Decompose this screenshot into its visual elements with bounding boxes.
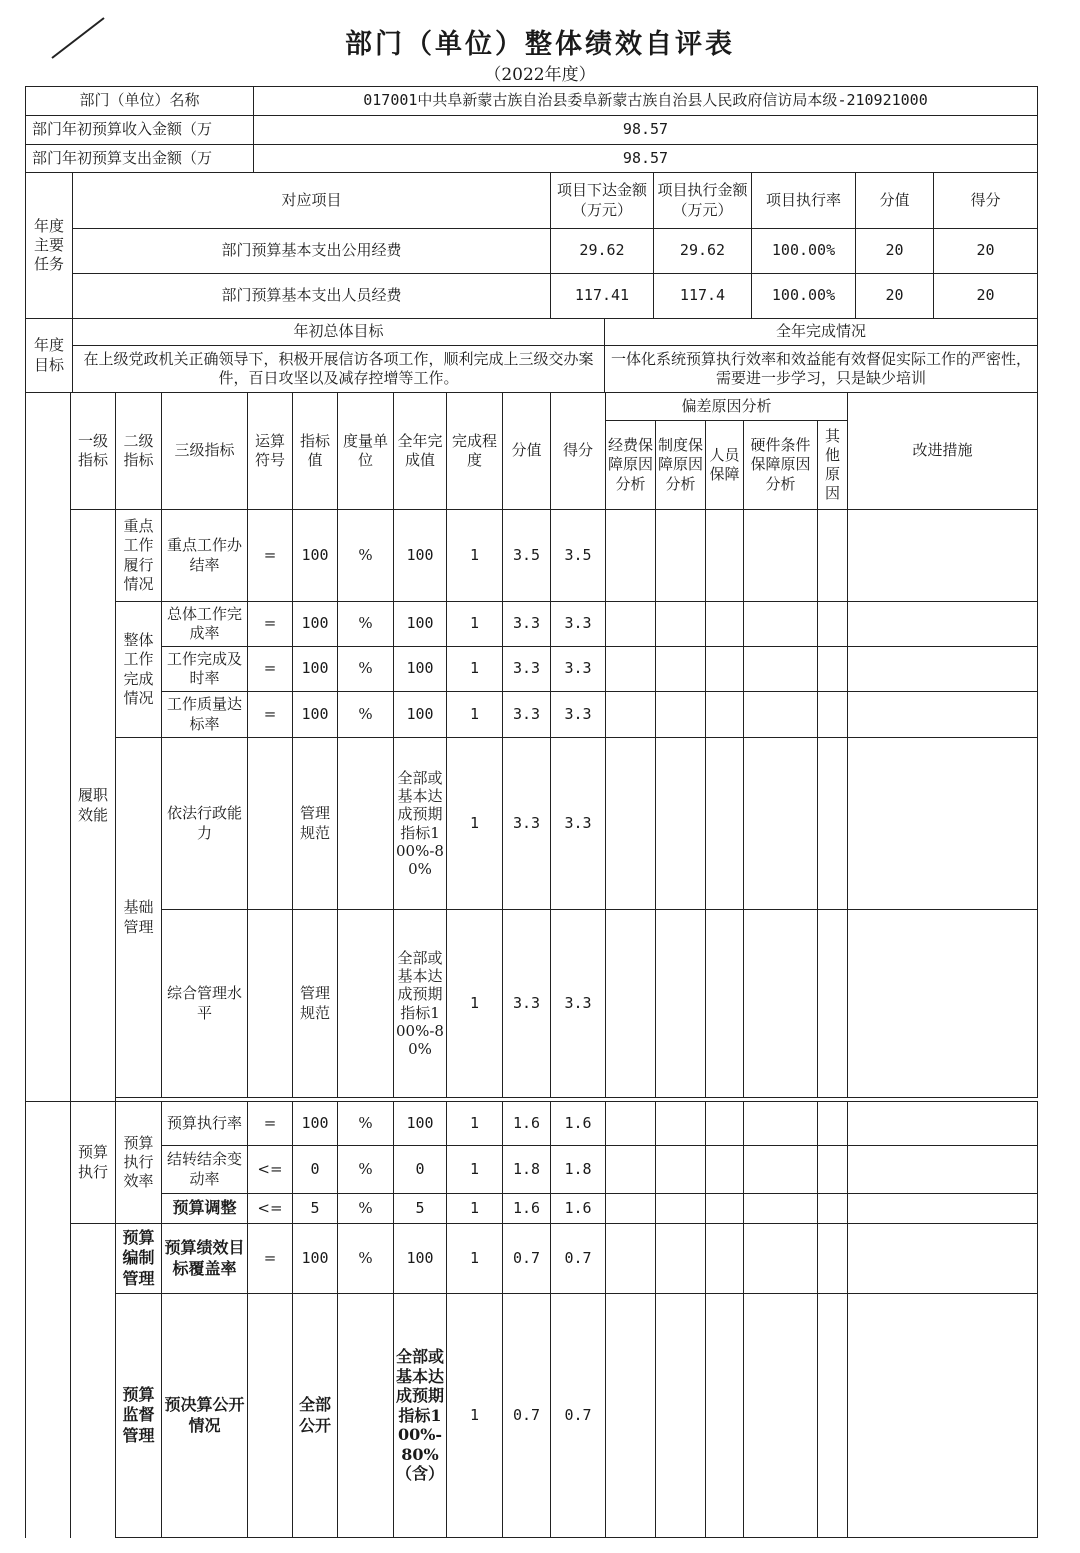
l3-name: 工作质量达标率 [162,692,248,738]
actual: 100 [394,692,447,738]
task-got: 20 [934,229,1038,274]
annual-goals-table [25,318,1038,393]
score: 3.3 [503,647,551,692]
page-year: （2022年度） [484,65,596,85]
actual: 100 [394,1224,447,1294]
tasks-header-project: 对应项目 [73,173,551,229]
degree: 1 [447,1224,503,1294]
score: 0.7 [503,1294,551,1538]
table-row [26,229,1038,274]
actual: 100 [394,602,447,647]
page-title: 部门（单位）整体绩效自评表 [345,29,735,60]
task-rate: 100.00% [752,229,856,274]
header-got: 得分 [551,393,606,510]
got: 3.3 [551,692,606,738]
indicators-table [25,392,1038,1538]
unit: % [338,1224,394,1294]
task-name: 部门预算基本支出公用经费 [73,229,551,274]
actual: 100 [394,647,447,692]
target: 100 [293,510,338,602]
goals-section-label: 年度目标 [26,319,73,393]
header-target: 指标值 [293,393,338,510]
l3-name: 依法行政能力 [162,738,248,910]
got: 0.7 [551,1294,606,1538]
got: 3.3 [551,910,606,1098]
degree: 1 [447,1146,503,1194]
task-score: 20 [856,229,934,274]
unit: % [338,692,394,738]
target: 5 [293,1194,338,1224]
task-name: 部门预算基本支出人员经费 [73,274,551,319]
op [248,910,293,1098]
header-unit: 度量单位 [338,393,394,510]
header-dev-funding: 经费保障原因分析 [606,421,656,510]
annual-tasks-table [25,172,1038,319]
table-row [26,738,1038,910]
table-row [26,692,1038,738]
unit [338,910,394,1098]
unit-name-value: 017001中共阜新蒙古族自治县委阜新蒙古族自治县人民政府信访局本级-210921000 [254,87,1038,116]
completion-label: 全年完成情况 [605,319,1038,346]
task-rate: 100.00% [752,274,856,319]
l3-name: 预决算公开情况 [162,1294,248,1538]
l3-name: 综合管理水平 [162,910,248,1098]
l3-name: 总体工作完成率 [162,602,248,647]
got: 3.3 [551,738,606,910]
initial-goal-text: 在上级党政机关正确领导下，积极开展信访各项工作，顺利完成上三级交办案件，百日攻坚以及减存控增等工作。 [73,346,605,393]
degree: 1 [447,738,503,910]
expense-label: 部门年初预算支出金额（万 [26,145,254,173]
degree: 1 [447,510,503,602]
actual: 0 [394,1146,447,1194]
score: 1.8 [503,1146,551,1194]
unit: % [338,647,394,692]
l1-group-performance: 履职效能 [71,510,116,1102]
table-row [26,274,1038,319]
table-row [26,1294,1038,1538]
tasks-header-allocated: 项目下达金额（万元） [551,173,654,229]
op: = [248,510,293,602]
op: <= [248,1194,293,1224]
unit: % [338,1146,394,1194]
target: 全部公开 [293,1294,338,1538]
degree: 1 [447,602,503,647]
l3-name: 预算调整 [162,1194,248,1224]
tasks-header-score: 分值 [856,173,934,229]
unit-info-table [25,86,1038,173]
actual: 100 [394,510,447,602]
header-dev-staff: 人员保障 [706,421,744,510]
degree: 1 [447,1194,503,1224]
score: 3.3 [503,602,551,647]
header-actual: 全年完成值 [394,393,447,510]
actual: 全部或基本达成预期指标100%-80% [394,738,447,910]
target: 100 [293,1102,338,1146]
score: 3.3 [503,738,551,910]
actual: 100 [394,1102,447,1146]
header-l1: 一级指标 [71,393,116,510]
l3-name: 结转结余变动率 [162,1146,248,1194]
task-executed: 117.4 [654,274,752,319]
score: 1.6 [503,1194,551,1224]
target: 100 [293,602,338,647]
header-l2: 二级指标 [116,393,162,510]
income-label: 部门年初预算收入金额（万 [26,116,254,145]
l3-name: 工作完成及时率 [162,647,248,692]
l2-group: 预算编制管理 [116,1224,162,1294]
got: 0.7 [551,1224,606,1294]
unit [338,738,394,910]
op: = [248,1224,293,1294]
target: 管理规范 [293,738,338,910]
income-value: 98.57 [254,116,1038,145]
got: 3.3 [551,602,606,647]
got: 1.6 [551,1194,606,1224]
op: = [248,692,293,738]
got: 1.8 [551,1146,606,1194]
header-deviation: 偏差原因分析 [606,393,848,421]
task-got: 20 [934,274,1038,319]
tasks-section-label: 年度主要任务 [26,173,73,319]
table-row [26,1102,1038,1146]
header-score: 分值 [503,393,551,510]
header-degree: 完成程度 [447,393,503,510]
l2-group: 重点工作履行情况 [116,510,162,602]
got: 3.3 [551,647,606,692]
score: 3.5 [503,510,551,602]
degree: 1 [447,692,503,738]
tasks-header-executed: 项目执行金额（万元） [654,173,752,229]
op: = [248,1102,293,1146]
l3-name: 预算绩效目标覆盖率 [162,1224,248,1294]
target: 100 [293,647,338,692]
table-row [26,1146,1038,1194]
unit: % [338,1102,394,1146]
op: = [248,647,293,692]
header-improve: 改进措施 [848,393,1038,510]
target: 100 [293,1224,338,1294]
target: 100 [293,692,338,738]
degree: 1 [447,1294,503,1538]
task-score: 20 [856,274,934,319]
table-row [26,910,1038,1098]
got: 1.6 [551,1102,606,1146]
unit: % [338,1194,394,1224]
header-dev-system: 制度保障原因分析 [656,421,706,510]
target: 管理规范 [293,910,338,1098]
table-row [26,1194,1038,1224]
unit: % [338,602,394,647]
target: 0 [293,1146,338,1194]
l2-group: 预算监督管理 [116,1294,162,1538]
degree: 1 [447,647,503,692]
score: 1.6 [503,1102,551,1146]
initial-goal-label: 年初总体目标 [73,319,605,346]
l1-group-budget: 预算执行 [71,1102,116,1224]
l2-group: 预算执行效率 [116,1102,162,1224]
score: 3.3 [503,910,551,1098]
unit [338,1294,394,1538]
tasks-header-got: 得分 [934,173,1038,229]
got: 3.5 [551,510,606,602]
table-row [26,602,1038,647]
task-executed: 29.62 [654,229,752,274]
degree: 1 [447,1102,503,1146]
unit-name-label: 部门（单位）名称 [26,87,254,116]
unit: % [338,510,394,602]
completion-text: 一体化系统预算执行效率和效益能有效督促实际工作的严密性，需要进一步学习，只是缺少培训 [605,346,1038,393]
score: 3.3 [503,692,551,738]
tasks-header-rate: 项目执行率 [752,173,856,229]
score: 0.7 [503,1224,551,1294]
table-row [26,510,1038,602]
header-op: 运算符号 [248,393,293,510]
actual: 5 [394,1194,447,1224]
task-allocated: 29.62 [551,229,654,274]
l2-group: 整体工作完成情况 [116,602,162,738]
op [248,738,293,910]
header-l3: 三级指标 [162,393,248,510]
header-dev-hardware: 硬件条件保障原因分析 [744,421,818,510]
expense-value: 98.57 [254,145,1038,173]
table-row [26,1224,1038,1294]
l3-name: 重点工作办结率 [162,510,248,602]
l3-name: 预算执行率 [162,1102,248,1146]
table-row [26,647,1038,692]
task-allocated: 117.41 [551,274,654,319]
header-dev-other: 其他原因 [818,421,848,510]
degree: 1 [447,910,503,1098]
actual: 全部或基本达成预期指标100%-80% [394,910,447,1098]
op: = [248,602,293,647]
actual: 全部或基本达成预期指标100%-80%（含） [394,1294,447,1538]
l2-group: 基础管理 [116,738,162,1098]
op [248,1294,293,1538]
op: <= [248,1146,293,1194]
